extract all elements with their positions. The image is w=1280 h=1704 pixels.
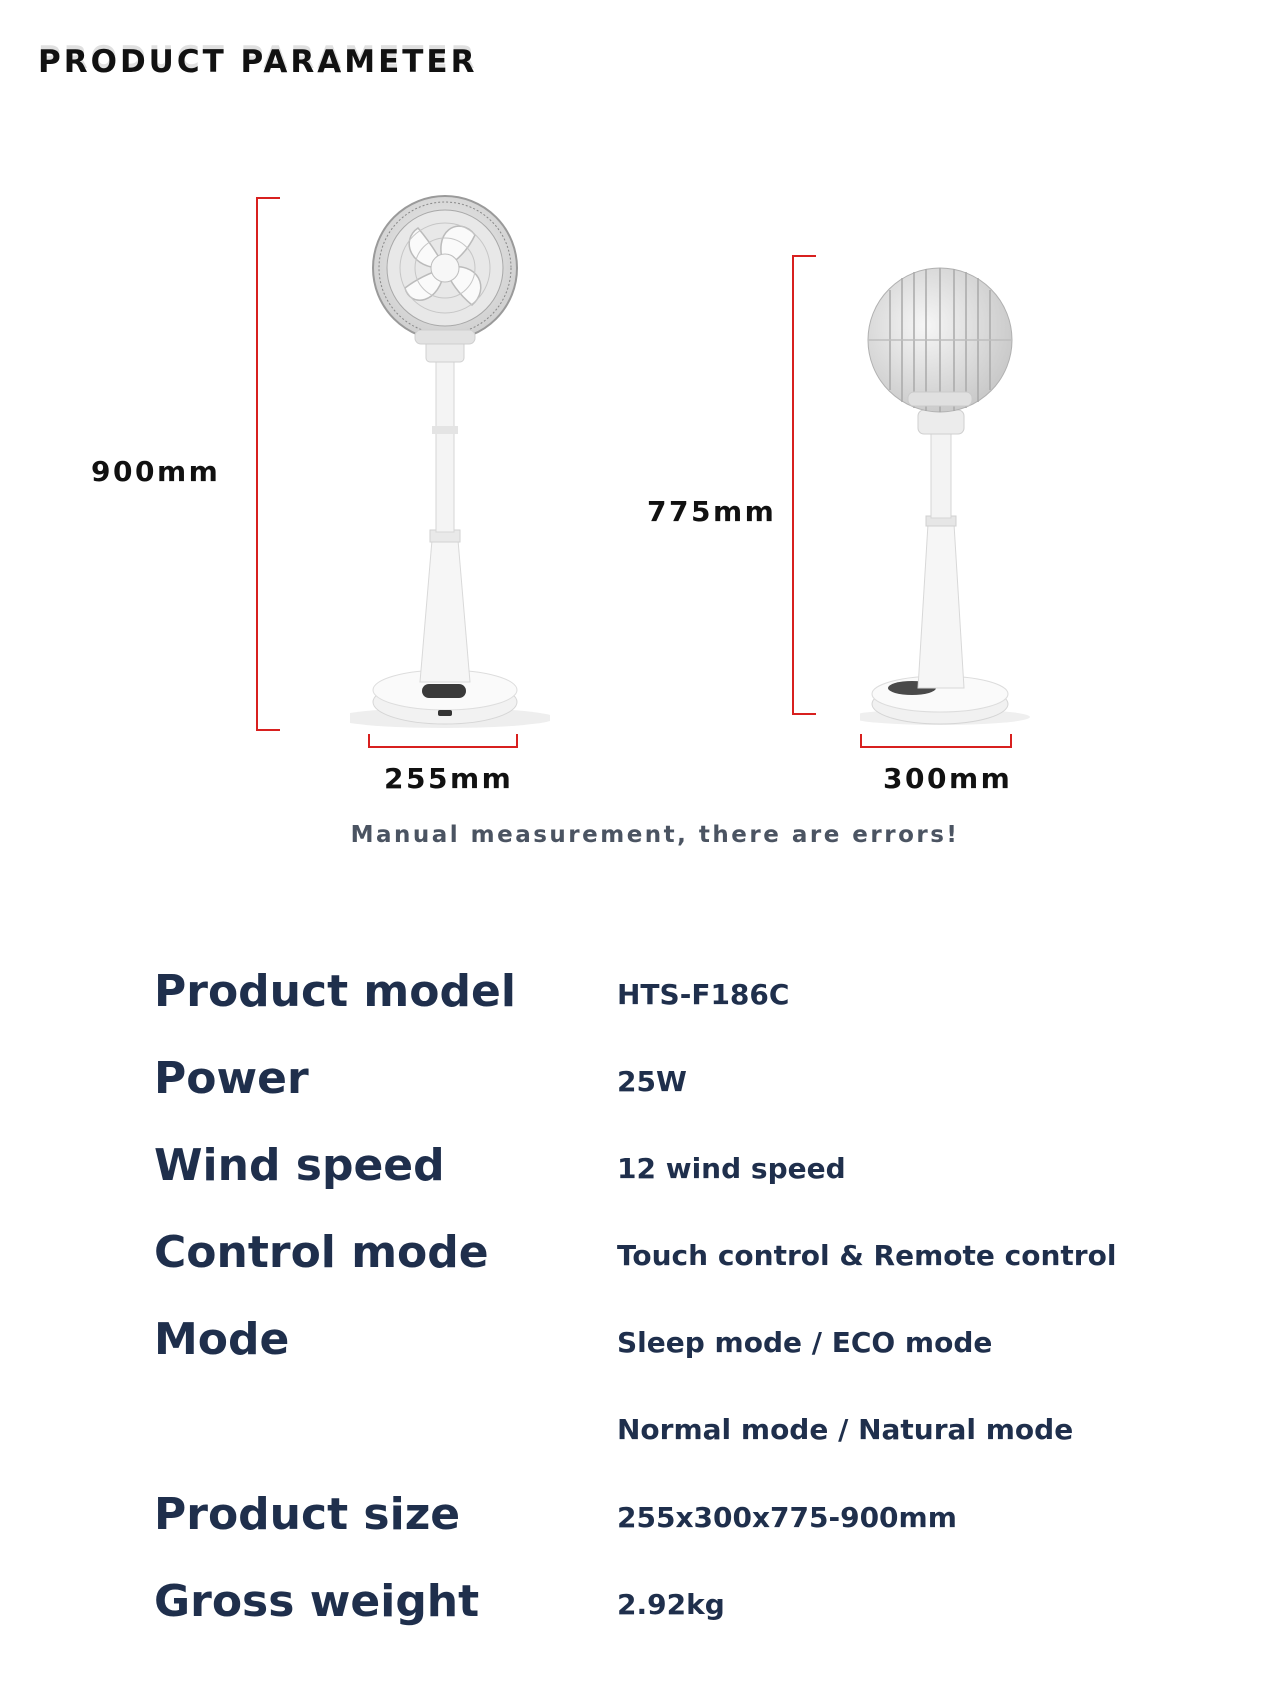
spec-row-control-mode	[0, 1227, 1280, 1307]
spec-value: Sleep mode / ECO mode	[617, 1326, 993, 1359]
spec-label: Product size	[154, 1489, 461, 1540]
spec-label: Mode	[154, 1314, 290, 1365]
spec-value: 25W	[617, 1065, 687, 1098]
measurement-note: Manual measurement, there are errors!	[350, 822, 960, 848]
front-height-label: 900mm	[91, 455, 221, 488]
page-title: PRODUCT PARAMETER	[38, 44, 478, 80]
spec-label: Product model	[154, 966, 516, 1017]
spec-row-product-size	[0, 1489, 1280, 1569]
side-width-bracket	[860, 734, 1012, 748]
spec-label: Wind speed	[154, 1140, 445, 1191]
spec-row-gross-weight	[0, 1576, 1280, 1656]
spec-label: Control mode	[154, 1227, 489, 1278]
spec-value: HTS-F186C	[617, 978, 790, 1011]
spec-value: Touch control & Remote control	[617, 1239, 1117, 1272]
fan-front-view-image	[350, 190, 550, 740]
spec-value: 12 wind speed	[617, 1152, 846, 1185]
spec-value: 255x300x775-900mm	[617, 1501, 957, 1534]
spec-row-wind-speed	[0, 1140, 1280, 1220]
spec-label: Gross weight	[154, 1576, 480, 1627]
fan-side-view-image	[860, 262, 1030, 732]
side-height-bracket	[792, 255, 816, 715]
spec-value: Normal mode / Natural mode	[617, 1413, 1074, 1446]
spec-row-mode-continued	[0, 1401, 1280, 1481]
spec-row-mode	[0, 1314, 1280, 1394]
side-height-label: 775mm	[647, 495, 777, 528]
spec-value: 2.92kg	[617, 1588, 725, 1621]
front-width-label: 255mm	[384, 762, 514, 795]
spec-row-product-model	[0, 966, 1280, 1046]
front-height-bracket	[256, 197, 280, 731]
spec-label: Power	[154, 1053, 309, 1104]
spec-row-power	[0, 1053, 1280, 1133]
side-width-label: 300mm	[883, 762, 1013, 795]
